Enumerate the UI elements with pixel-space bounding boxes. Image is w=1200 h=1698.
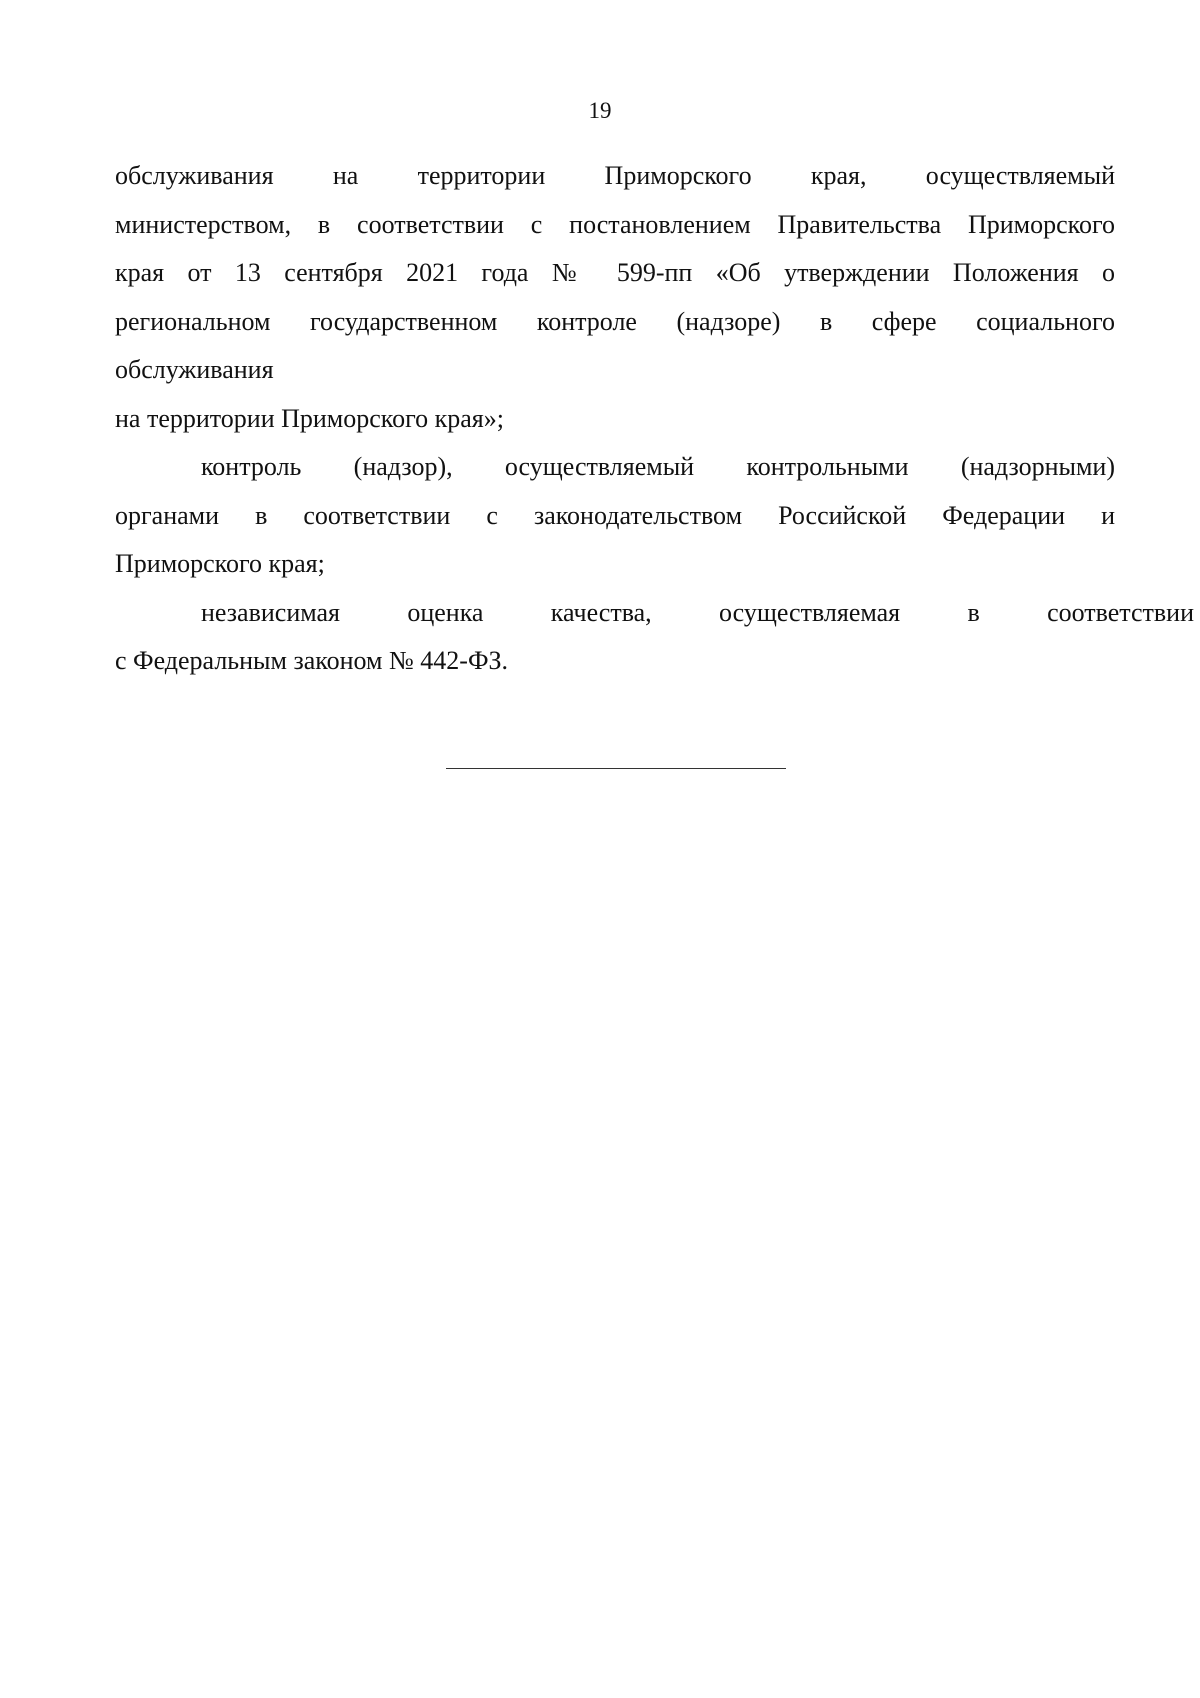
text-line: обслуживания на территории Приморского края, осуществляемый — [115, 161, 1115, 190]
text-line: региональном государственном контроле (надзоре) в сфере социального — [115, 306, 1115, 336]
text-line: обслуживания — [115, 355, 274, 384]
paragraph-first-line: контроль (надзор), осуществляемый контрольными (надзорными) — [201, 452, 1115, 481]
text-line: края от 13 сентября 2021 года № 599-пп «Об утверждении Положения о — [115, 258, 1115, 287]
document-body — [115, 152, 1194, 686]
text-line: с Федеральным законом № 442-ФЗ. — [115, 646, 509, 675]
text-line: Приморского края; — [115, 549, 325, 578]
text-line: на территории Приморского края»; — [115, 403, 504, 433]
page-number: 19 — [588, 98, 612, 123]
text-line: органами в соответствии с законодательством Российской Федерации и — [115, 500, 1115, 530]
end-separator-line — [446, 768, 786, 769]
paragraph-first-line: независимая оценка качества, осуществляемая в соответствии — [201, 597, 1194, 627]
text-line: министерством, в соответствии с постановлением Правительства Приморского — [115, 209, 1115, 239]
